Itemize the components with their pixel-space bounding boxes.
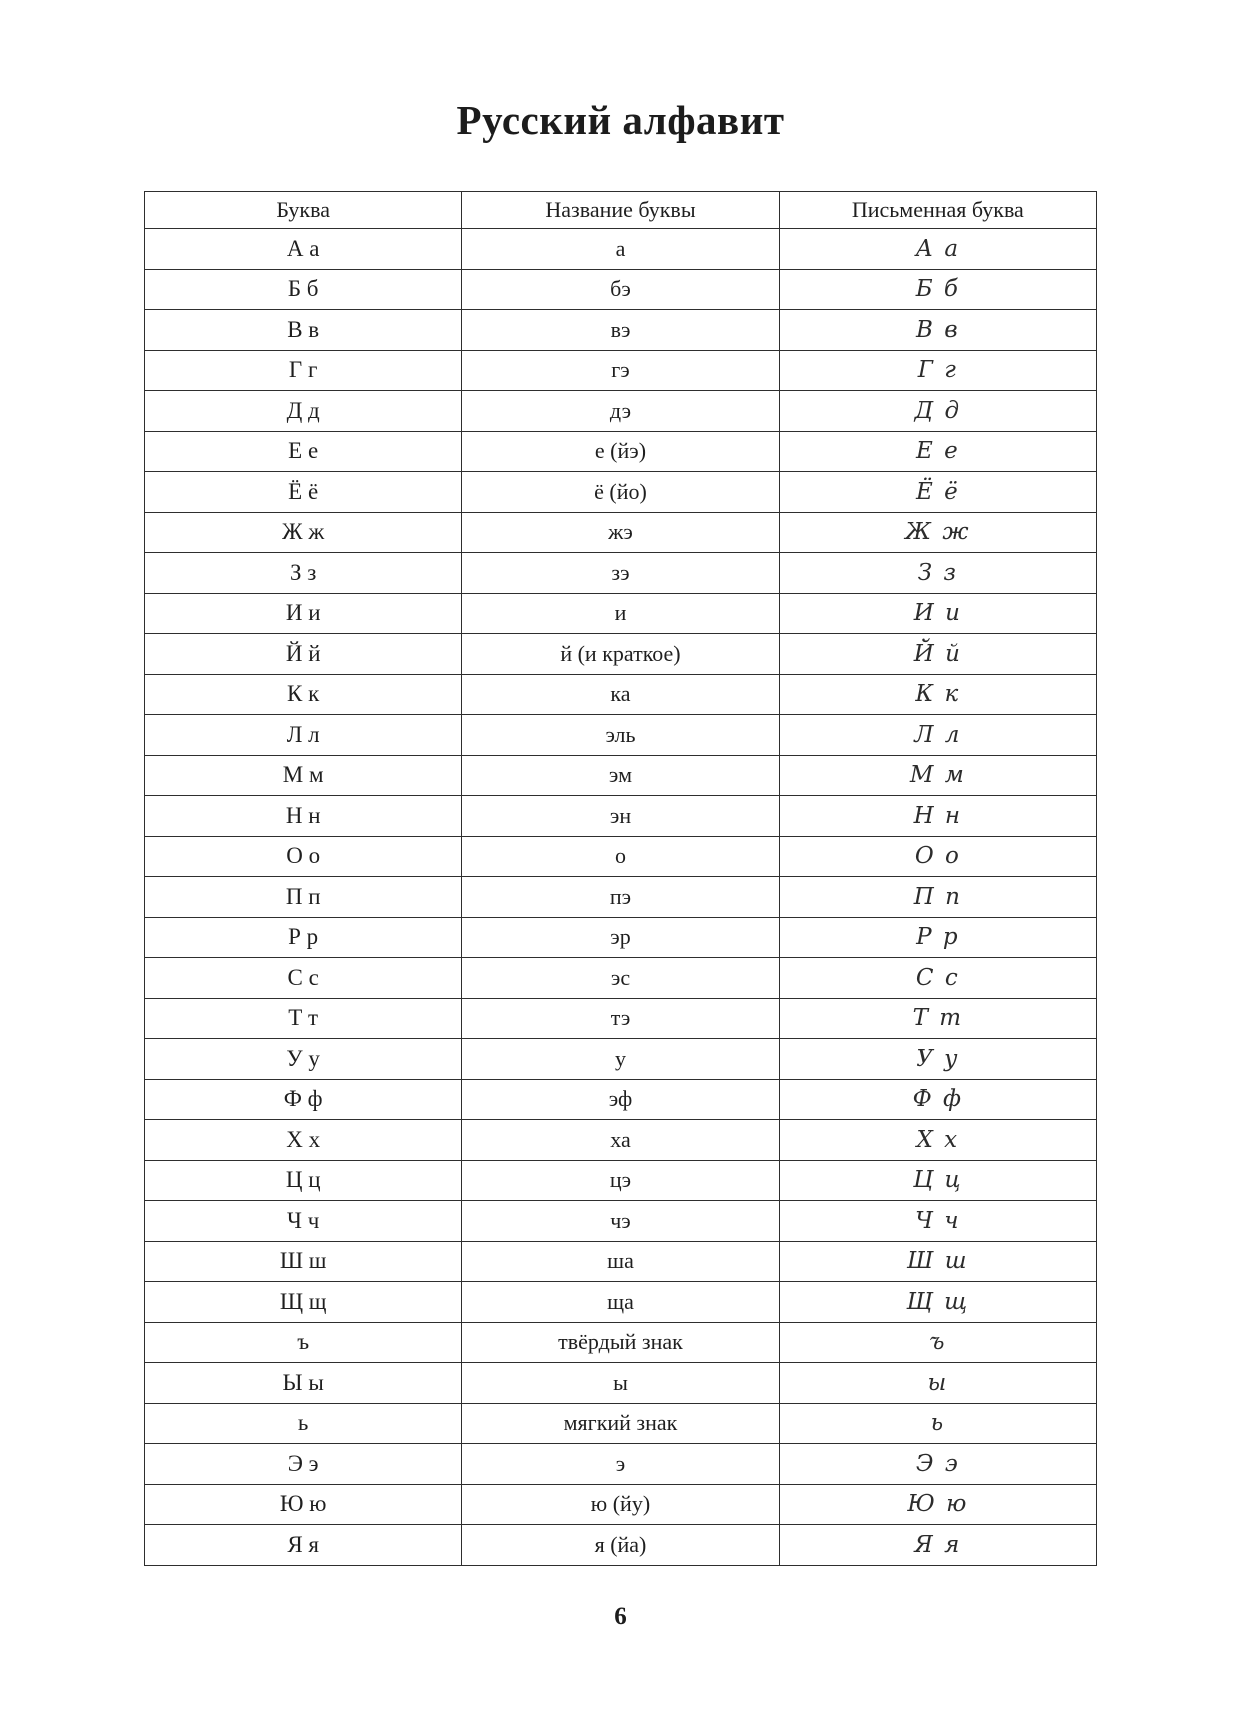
letter-name-cell: я (йа) bbox=[462, 1525, 779, 1566]
letter-name-cell: эль bbox=[462, 715, 779, 756]
cursive-letter-cell: П п bbox=[779, 877, 1096, 918]
cursive-letter-cell: ъ bbox=[779, 1322, 1096, 1363]
letter-name-cell: гэ bbox=[462, 350, 779, 391]
letter-cell: Я я bbox=[145, 1525, 462, 1566]
letter-cell: Э э bbox=[145, 1444, 462, 1485]
table-row bbox=[145, 1444, 1097, 1485]
table-row bbox=[145, 1039, 1097, 1080]
column-header-letter-name: Название буквы bbox=[462, 192, 779, 229]
letter-cell: Г г bbox=[145, 350, 462, 391]
letter-cell: Ч ч bbox=[145, 1201, 462, 1242]
letter-cell: Ц ц bbox=[145, 1160, 462, 1201]
cursive-letter-cell: С с bbox=[779, 958, 1096, 999]
letter-cell: Р р bbox=[145, 917, 462, 958]
letter-cell: С с bbox=[145, 958, 462, 999]
letter-name-cell: эр bbox=[462, 917, 779, 958]
cursive-letter-cell: А а bbox=[779, 229, 1096, 270]
table-row bbox=[145, 1363, 1097, 1404]
page-number: 6 bbox=[614, 1602, 627, 1630]
table-row bbox=[145, 1322, 1097, 1363]
letter-cell: И и bbox=[145, 593, 462, 634]
letter-name-cell: эн bbox=[462, 796, 779, 837]
page-title: Русский алфавит bbox=[456, 97, 785, 143]
cursive-letter-cell: Х х bbox=[779, 1120, 1096, 1161]
letter-name-cell: жэ bbox=[462, 512, 779, 553]
table-row bbox=[145, 1079, 1097, 1120]
letter-name-cell: цэ bbox=[462, 1160, 779, 1201]
alphabet-table-body bbox=[145, 229, 1097, 1566]
table-row bbox=[145, 1120, 1097, 1161]
table-row bbox=[145, 593, 1097, 634]
letter-cell: Д д bbox=[145, 391, 462, 432]
cursive-letter-cell: Ф ф bbox=[779, 1079, 1096, 1120]
table-row bbox=[145, 1201, 1097, 1242]
letter-name-cell: ё (йо) bbox=[462, 472, 779, 513]
letter-cell: В в bbox=[145, 310, 462, 351]
document-page bbox=[144, 0, 1097, 1631]
cursive-letter-cell: Б б bbox=[779, 269, 1096, 310]
table-row bbox=[145, 755, 1097, 796]
letter-name-cell: чэ bbox=[462, 1201, 779, 1242]
cursive-letter-cell: ь bbox=[779, 1403, 1096, 1444]
letter-name-cell: ха bbox=[462, 1120, 779, 1161]
letter-cell: Ё ё bbox=[145, 472, 462, 513]
letter-name-cell: ю (йу) bbox=[462, 1484, 779, 1525]
table-row bbox=[145, 229, 1097, 270]
cursive-letter-cell: В в bbox=[779, 310, 1096, 351]
letter-cell: Е е bbox=[145, 431, 462, 472]
letter-name-cell: ы bbox=[462, 1363, 779, 1404]
letter-name-cell: эм bbox=[462, 755, 779, 796]
table-row bbox=[145, 877, 1097, 918]
cursive-letter-cell: М м bbox=[779, 755, 1096, 796]
letter-cell: Ю ю bbox=[145, 1484, 462, 1525]
table-row bbox=[145, 512, 1097, 553]
letter-name-cell: э bbox=[462, 1444, 779, 1485]
cursive-letter-cell: Ч ч bbox=[779, 1201, 1096, 1242]
letter-name-cell: у bbox=[462, 1039, 779, 1080]
column-header-cursive-letter: Письменная буква bbox=[779, 192, 1096, 229]
letter-cell: Л л bbox=[145, 715, 462, 756]
letter-name-cell: зэ bbox=[462, 553, 779, 594]
letter-name-cell: пэ bbox=[462, 877, 779, 918]
cursive-letter-cell: О о bbox=[779, 836, 1096, 877]
letter-name-cell: й (и краткое) bbox=[462, 634, 779, 675]
letter-cell: Ж ж bbox=[145, 512, 462, 553]
table-row bbox=[145, 391, 1097, 432]
letter-cell: Ш ш bbox=[145, 1241, 462, 1282]
letter-name-cell: ша bbox=[462, 1241, 779, 1282]
letter-cell: ь bbox=[145, 1403, 462, 1444]
cursive-letter-cell: Э э bbox=[779, 1444, 1096, 1485]
cursive-letter-cell: Й й bbox=[779, 634, 1096, 675]
cursive-letter-cell: Н н bbox=[779, 796, 1096, 837]
letter-cell: П п bbox=[145, 877, 462, 918]
letter-name-cell: бэ bbox=[462, 269, 779, 310]
table-row bbox=[145, 1525, 1097, 1566]
cursive-letter-cell: Т т bbox=[779, 998, 1096, 1039]
letter-name-cell: вэ bbox=[462, 310, 779, 351]
table-header-row bbox=[145, 192, 1097, 229]
cursive-letter-cell: Ш ш bbox=[779, 1241, 1096, 1282]
table-row bbox=[145, 836, 1097, 877]
letter-name-cell: а bbox=[462, 229, 779, 270]
table-row bbox=[145, 472, 1097, 513]
cursive-letter-cell: ы bbox=[779, 1363, 1096, 1404]
letter-cell: К к bbox=[145, 674, 462, 715]
cursive-letter-cell: Л л bbox=[779, 715, 1096, 756]
cursive-letter-cell: И и bbox=[779, 593, 1096, 634]
letter-cell: Ы ы bbox=[145, 1363, 462, 1404]
table-row bbox=[145, 1484, 1097, 1525]
table-row bbox=[145, 1241, 1097, 1282]
table-row bbox=[145, 269, 1097, 310]
letter-cell: У у bbox=[145, 1039, 462, 1080]
table-row bbox=[145, 1160, 1097, 1201]
cursive-letter-cell: Г г bbox=[779, 350, 1096, 391]
cursive-letter-cell: З з bbox=[779, 553, 1096, 594]
letter-name-cell: твёрдый знак bbox=[462, 1322, 779, 1363]
alphabet-table bbox=[144, 191, 1097, 1566]
letter-cell: Щ щ bbox=[145, 1282, 462, 1323]
letter-cell: М м bbox=[145, 755, 462, 796]
table-row bbox=[145, 310, 1097, 351]
letter-name-cell: тэ bbox=[462, 998, 779, 1039]
letter-cell: Н н bbox=[145, 796, 462, 837]
cursive-letter-cell: Р р bbox=[779, 917, 1096, 958]
letter-cell: Б б bbox=[145, 269, 462, 310]
letter-cell: Х х bbox=[145, 1120, 462, 1161]
table-row bbox=[145, 998, 1097, 1039]
cursive-letter-cell: У у bbox=[779, 1039, 1096, 1080]
table-row bbox=[145, 553, 1097, 594]
letter-name-cell: ща bbox=[462, 1282, 779, 1323]
letter-name-cell: эс bbox=[462, 958, 779, 999]
letter-name-cell: и bbox=[462, 593, 779, 634]
table-row bbox=[145, 958, 1097, 999]
cursive-letter-cell: Щ щ bbox=[779, 1282, 1096, 1323]
table-row bbox=[145, 350, 1097, 391]
letter-name-cell: ка bbox=[462, 674, 779, 715]
cursive-letter-cell: Ё ё bbox=[779, 472, 1096, 513]
cursive-letter-cell: Ж ж bbox=[779, 512, 1096, 553]
letter-cell: Й й bbox=[145, 634, 462, 675]
letter-cell: Т т bbox=[145, 998, 462, 1039]
letter-cell: О о bbox=[145, 836, 462, 877]
column-header-letter: Буква bbox=[145, 192, 462, 229]
letter-name-cell: дэ bbox=[462, 391, 779, 432]
cursive-letter-cell: К к bbox=[779, 674, 1096, 715]
letter-cell: З з bbox=[145, 553, 462, 594]
letter-cell: Ф ф bbox=[145, 1079, 462, 1120]
letter-name-cell: е (йэ) bbox=[462, 431, 779, 472]
cursive-letter-cell: Д д bbox=[779, 391, 1096, 432]
table-row bbox=[145, 917, 1097, 958]
cursive-letter-cell: Я я bbox=[779, 1525, 1096, 1566]
cursive-letter-cell: Ц ц bbox=[779, 1160, 1096, 1201]
cursive-letter-cell: Ю ю bbox=[779, 1484, 1096, 1525]
cursive-letter-cell: Е е bbox=[779, 431, 1096, 472]
letter-name-cell: мягкий знак bbox=[462, 1403, 779, 1444]
table-row bbox=[145, 634, 1097, 675]
table-row bbox=[145, 796, 1097, 837]
table-row bbox=[145, 1403, 1097, 1444]
table-row bbox=[145, 1282, 1097, 1323]
letter-cell: ъ bbox=[145, 1322, 462, 1363]
table-row bbox=[145, 431, 1097, 472]
table-row bbox=[145, 674, 1097, 715]
letter-name-cell: эф bbox=[462, 1079, 779, 1120]
letter-cell: А а bbox=[145, 229, 462, 270]
letter-name-cell: о bbox=[462, 836, 779, 877]
table-row bbox=[145, 715, 1097, 756]
